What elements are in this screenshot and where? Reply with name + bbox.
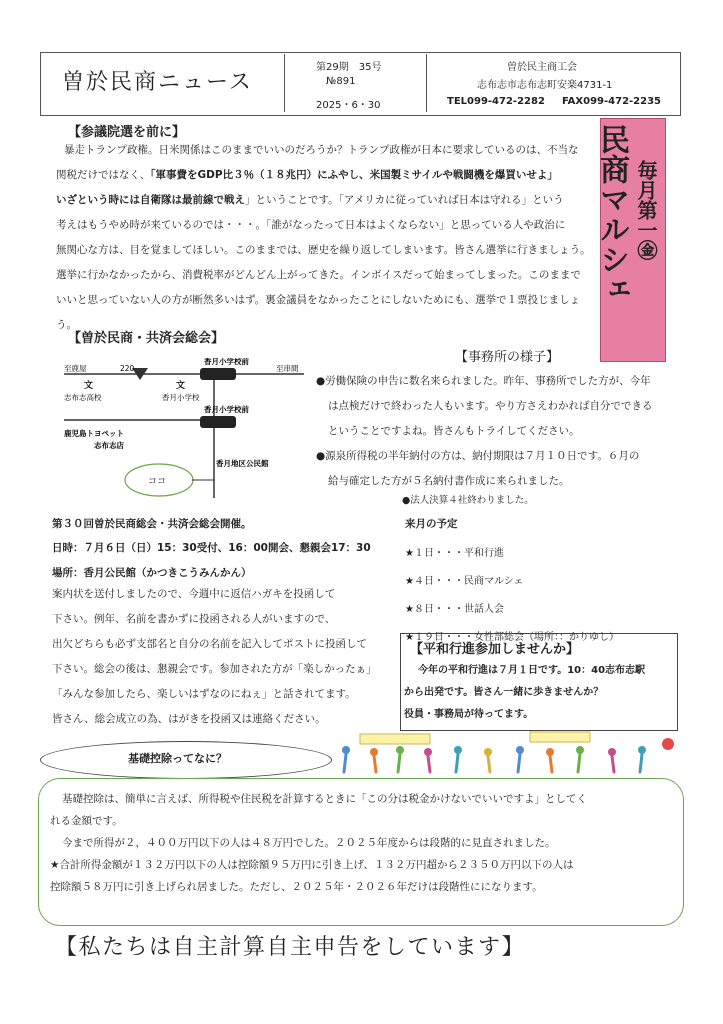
map-label-school-mark: 文	[84, 381, 94, 391]
marche-title: 民商マルシェ	[594, 124, 629, 304]
map-label-toyopet: 鹿児島トヨペット	[64, 429, 124, 438]
org-info	[427, 54, 677, 112]
map-label-school-mark: 文	[176, 381, 186, 391]
map-label-elementary: 香月小学校	[162, 393, 200, 402]
peace-body	[404, 660, 676, 726]
military-demand: 「軍事費をGDP比３％（１８兆円）にふやし、米国製ミサイルや戦闘機を爆買いせよ」	[150, 169, 558, 181]
newsletter-title: 曽於民商ニュース	[42, 54, 285, 112]
office-line: は点検だけで終わった人もいます。やり方さえわかれば自分でできる	[328, 400, 653, 412]
venue-map	[64, 358, 319, 498]
traffic-light-icon	[200, 416, 236, 428]
election-heading: 【参議院選を前に】	[68, 125, 186, 140]
schedule-item: ★４日・・・民商マルシェ	[405, 576, 524, 587]
assembly-line: 下さい。例年、名前を書かずに投函される人がいますので、	[52, 613, 336, 625]
assembly-line: 出欠どちらも必ず支部名と自分の名前を記入してポストに投函して	[52, 638, 367, 650]
election-article	[56, 138, 601, 338]
org-tel: TEL099-472-2282	[447, 96, 545, 107]
election-line-rest: 」ということです。「アメリカに従っていれば日本は守れる」という	[245, 194, 564, 206]
election-line-start: 関税だけではなく、	[56, 169, 151, 181]
office-notes	[316, 369, 676, 494]
office-line: ●法人決算４社終わりました。	[402, 495, 534, 506]
office-line: 給与確定した方が５名納付書作成に来られました。	[328, 475, 570, 487]
office-line: ●源泉所得税の半年納付の方は、納付期限は７月１０日です。６月の	[316, 450, 640, 462]
assembly-line: 皆さん、総会成立の為、はがきを投函又は連絡ください。	[52, 713, 326, 725]
issue-info	[286, 54, 427, 112]
deduction-line: 基礎控除は、簡単に言えば、所得税や住民税を計算するときに「この分は税金かけないでいいですよ」としてく	[62, 793, 587, 805]
election-line: 考えはもうやめ時が来ているのでは・・・。「誰がなったって日本はよくならない」と思っている人や政治に	[56, 219, 566, 231]
map-label-hall: 香月地区公民館	[216, 459, 269, 468]
issue-number: 第29期 35号	[316, 62, 382, 73]
banner-shape	[530, 732, 590, 742]
deduction-line: 今まで所得が２，４００万円以下の人は４８万円でした。２０２５年度からは段階的に見直されました。	[62, 837, 556, 849]
schedule-item: ★１日・・・平和行進	[405, 548, 504, 559]
org-name: 曽於民主商工会	[507, 62, 577, 73]
org-fax: FAX099-472-2235	[562, 96, 662, 107]
map-label-here: ココ	[148, 477, 167, 487]
assembly-line: 案内状を送付しましたので、今週中に返信ハガキを投函して	[52, 588, 336, 600]
assembly-line: 下さい。総会の後は、懇親会です。参加された方が「楽しかったぁ」	[52, 663, 377, 675]
deduction-text	[50, 788, 678, 898]
map-label-school-stop-top: 香月小学校前	[204, 358, 249, 366]
peace-line: 今年の平和行進は７月１日です。10：40志布志駅	[418, 665, 646, 676]
issue-date: 2025・6・30	[316, 100, 381, 111]
schedule-heading: 来月の予定	[405, 518, 458, 530]
bubble-text: 基礎控除ってなに？	[128, 752, 227, 765]
banner-shape	[360, 734, 430, 744]
election-line: いいと思っていない人の方が断然多いはず。裏金議員をなかったことにしないためにも、選挙で１票投じましょ	[56, 294, 581, 306]
parade-illustration	[330, 728, 682, 778]
election-line: 選挙に行かなかったから、消費税率がどんどん上がってきた。インボイスだって始まってしまった。このままで	[56, 269, 581, 281]
marche-subtitle: 毎月第一㊎	[634, 160, 658, 260]
issue-serial: №891	[326, 76, 356, 87]
assembly-when: 日時：７月６日（日）15：30受付、16：00開会、懇親会17：30	[52, 542, 371, 554]
assembly-where: 場所：香月公民館（かつきこうみんかん）	[52, 567, 252, 579]
org-address: 志布志市志布志町安楽4731-1	[477, 80, 613, 91]
map-label-high-school: 志布志高校	[64, 393, 102, 402]
election-line	[56, 163, 601, 188]
deduction-line: 控除額５８万円に引き上げられ居ました。ただし、２０２５年・２０２６年だけは段階性にになります。	[50, 881, 543, 893]
deduction-line: れる金額です。	[50, 815, 123, 827]
assembly-line: 「みんな参加したら、楽しいはずなのにねぇ」と話されてます。	[52, 688, 356, 700]
traffic-light-icon	[200, 368, 236, 380]
assembly-title: 第３０回曽於民商総会・共済会総会開催。	[52, 518, 252, 530]
map-label-school-stop: 香月小学校前	[204, 405, 249, 414]
deduction-line: ★合計所得金額が１３２万円以下の人は控除額９５万円に引き上げ、１３２万円超から２３５０万円以下の人は	[50, 859, 574, 871]
office-line: ということですよね。皆さんもトライしてください。	[328, 425, 580, 437]
map-label-route: 220	[120, 364, 135, 373]
schedule-item: ★１９日・・・女性部総会（場所：：かりゆし）	[405, 632, 619, 643]
map-label-branch: 志布志店	[94, 441, 124, 450]
schedule-item: ★８日・・・世話人会	[405, 604, 504, 615]
office-line: ●労働保険の申告に数名来られました。昨年、事務所でした方が、今年	[316, 375, 651, 387]
map-label-kushima: 至串間	[276, 364, 299, 373]
assembly-heading: 【曽於民商・共済会総会】	[68, 331, 225, 346]
election-line: う。	[56, 319, 77, 331]
slogan: 【私たちは自主計算自主申告をしています】	[55, 935, 526, 960]
election-line	[56, 188, 601, 213]
peace-line: から出発です。皆さん一緒に歩きませんか？	[404, 687, 604, 698]
frontline-demand: いざという時には自衛隊は最前線で戦え	[56, 194, 245, 206]
map-label-kanoya: 至鹿屋	[64, 364, 87, 373]
election-line: 暴走トランプ政権。日米関係はこのままでいいのだろうか？トランプ政権が日本に要求しているのは、不当な	[64, 144, 579, 156]
election-line: 無関心な方は、目を覚ましてほしい。このままでは、歴史を繰り返してしまいます。皆さん選挙に行きましょう。	[56, 244, 591, 256]
office-heading: 【事務所の様子】	[455, 350, 560, 365]
peace-line: 役員・事務局が待ってます。	[404, 709, 534, 720]
peace-heading: 【平和行進参加しませんか】	[410, 642, 580, 657]
assembly-body	[52, 582, 397, 732]
